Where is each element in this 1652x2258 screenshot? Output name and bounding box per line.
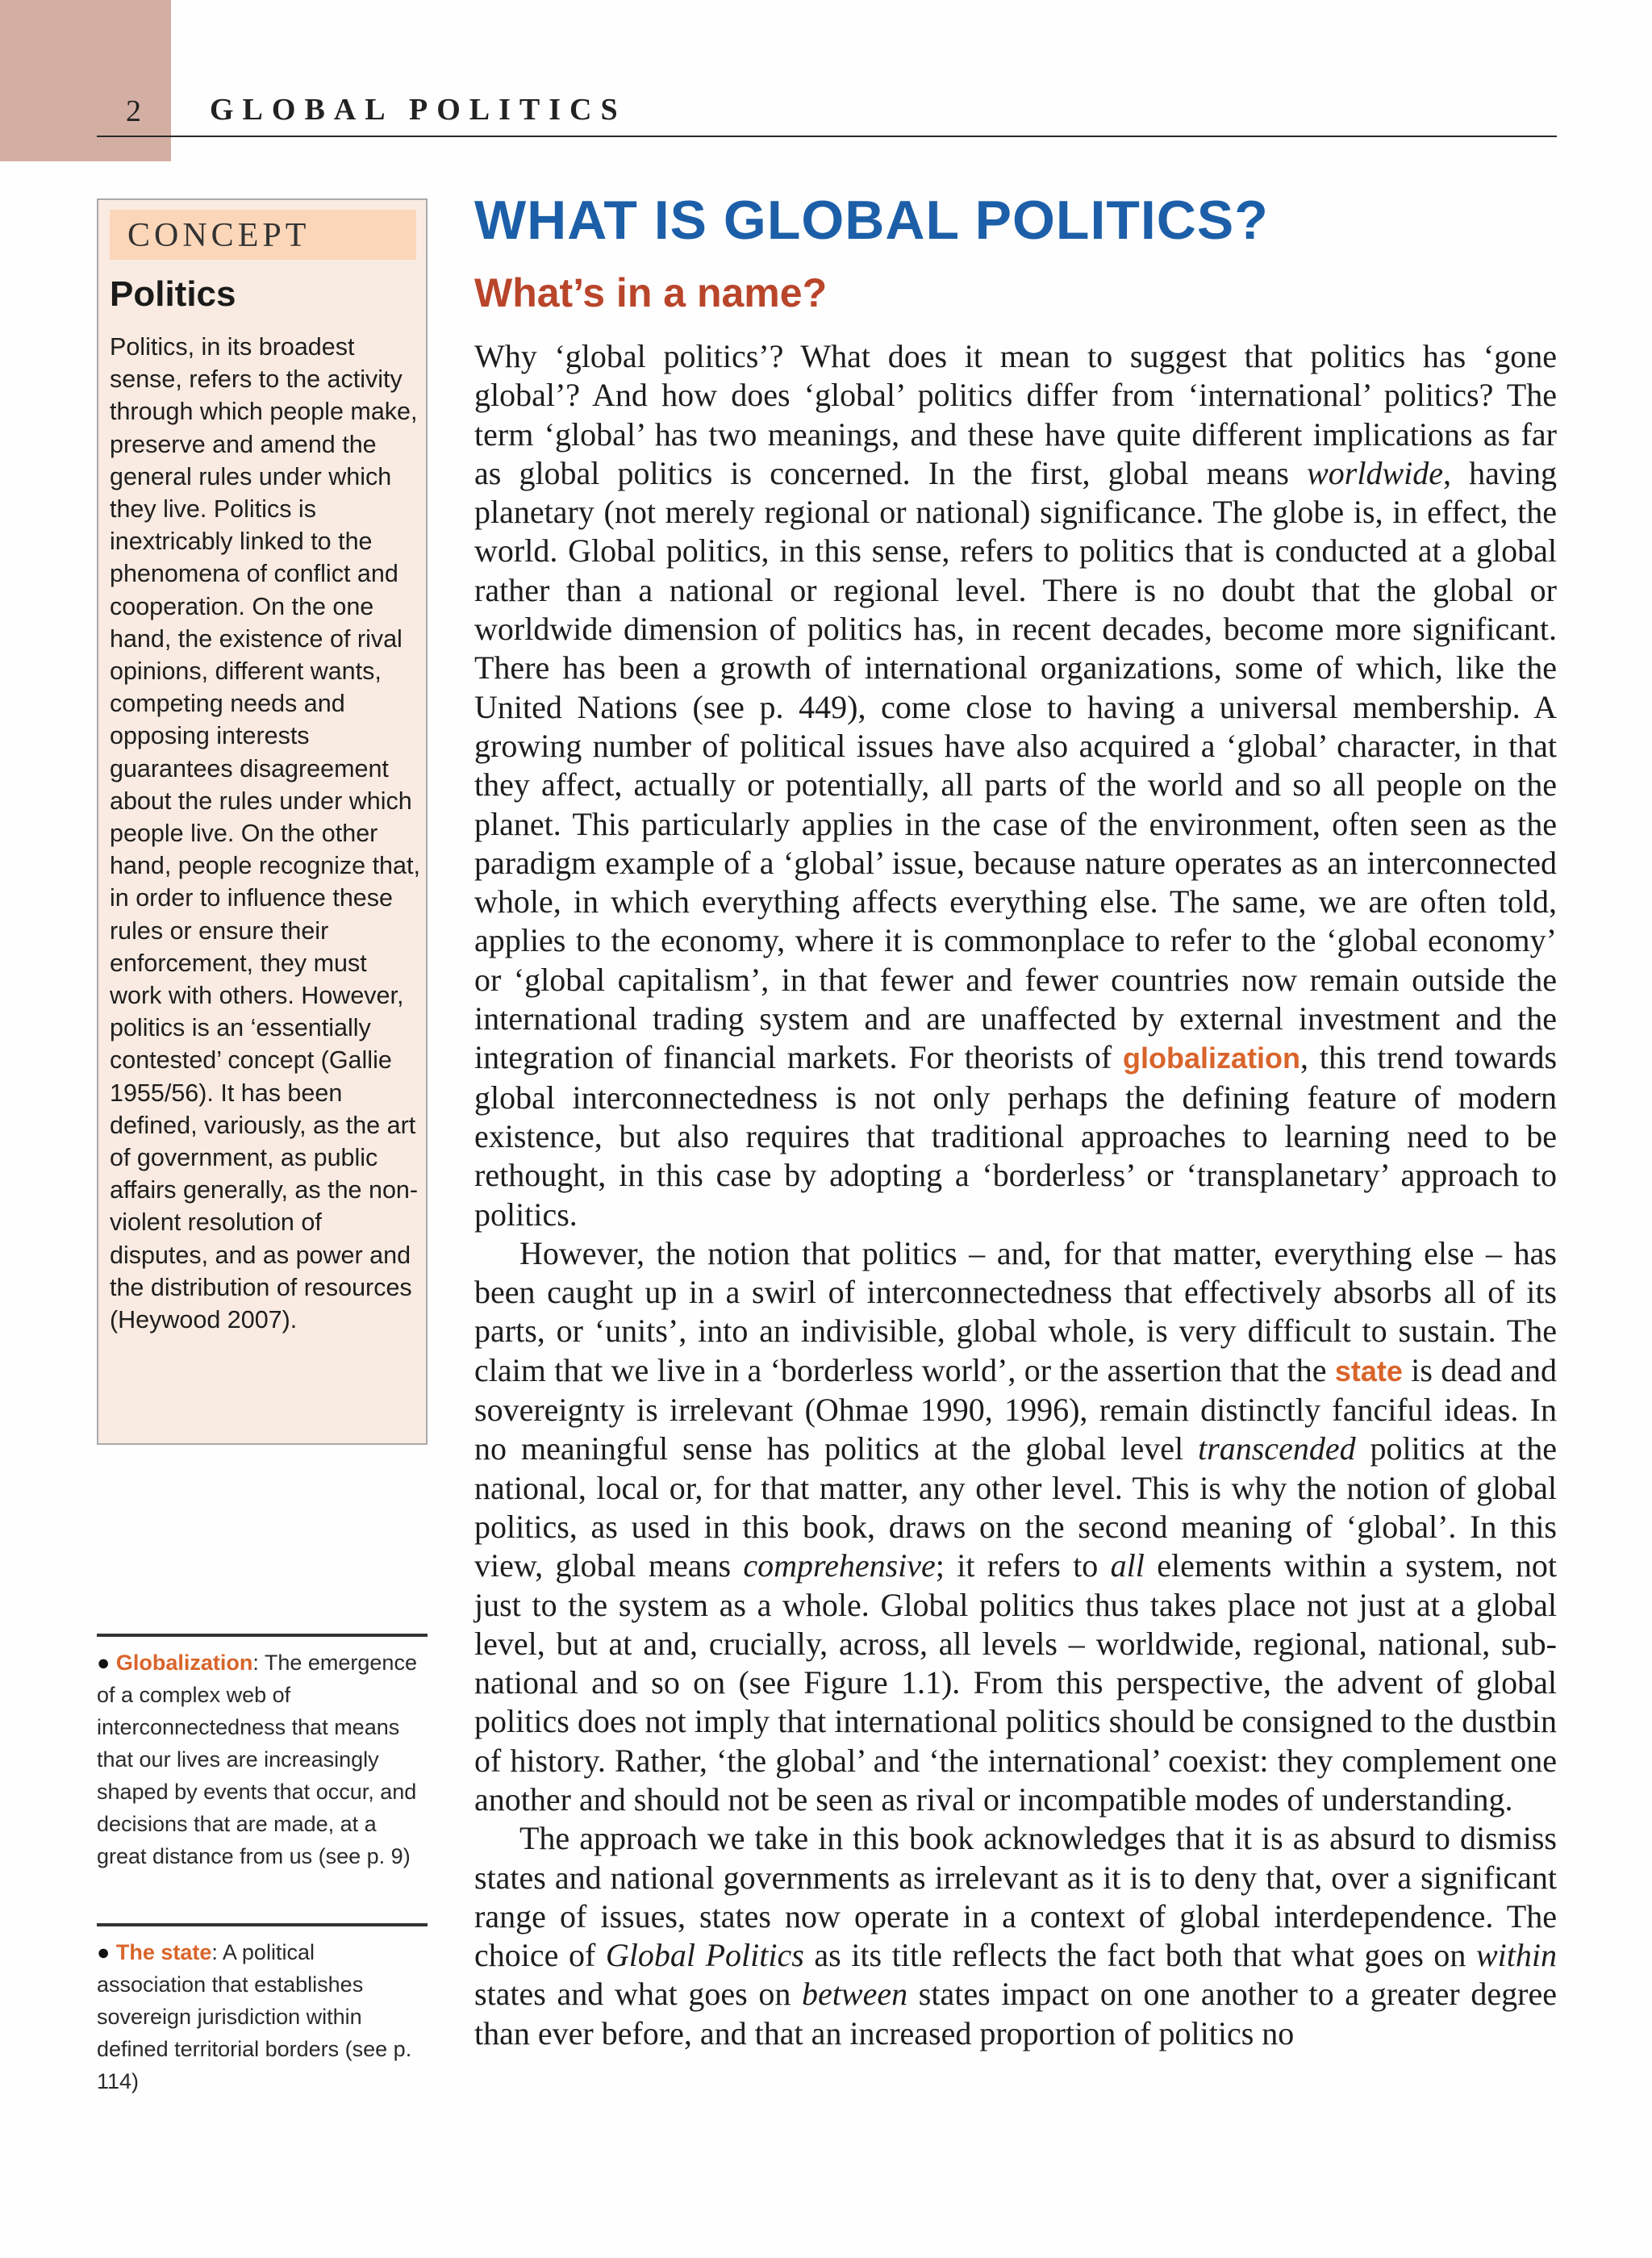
paragraph-1: Why ‘global politics’? What does it mean to suggest that politics has ‘gone global’? And how does ‘global’ politics differ from ‘international’ politics? The term ‘global’ has two meanings, and these have quite different implications as far as global politics is concerned. In the first, global means worldwide, having planetary (not merely regional or national) significance. The globe is, in effect, the world. Global politics, in this sense, refers to politics that is conducted at a global rather than a national or regional level. There is no doubt that the global or worldwide dimension of politics has, in recent decades, become more significant. There has been a growth of international organizations, some of which, like the United Nations (see p. 449), come close to having a universal membership. A growing number of political issues have also acquired a ‘global’ character, in that they affect, actually or potentially, all parts of the world and so all people on the planet. This particularly applies in the case of the environment, often seen as the paradigm example of a ‘global’ issue, because nature operates as an interconnected whole, in which everything affects everything else. The same, we are often told, applies to the economy, where it is commonplace to refer to the ‘global economy’ or ‘global capitalism’, in that fewer and fewer countries now remain outside the international trading system and are unaffected by external investment and the integration of financial markets. For theorists of globalization, this trend towards global interconnectedness is not only perhaps the defining feature of modern existence, but also requires that traditional approaches to learning need to be rethought, in this case by adopting a ‘borderless’ or ‘transplanetary’ approach to politics.: [474, 338, 1558, 1233]
emphasis: all: [1110, 1547, 1145, 1584]
section-heading: WHAT IS GLOBAL POLITICS?: [474, 190, 1269, 251]
emphasis: worldwide: [1307, 454, 1443, 491]
paragraph-2: However, the notion that politics – and, for that matter, everything else – has been caught up in a swirl of interconnectedness that effectively absorbs all of its parts, or ‘units’, into an indivisible, global whole, is very difficult to sustain. The claim that we live in a ‘borderless world’, or the assertion that the state is dead and sovereignty is irrelevant (Ohmae 1990, 1996), remain distinctly fanciful ideas. In no meaningful sense has politics at the global level transcended politics at the national, local or, for that matter, any other level. This is why the notion of global politics, as used in this book, draws on the second meaning of ‘global’. In this view, global means comprehensive; it refers to all elements within a system, not just to the system as a whole. Global politics thus takes place not just at a global level, but at and, crucially, across, all levels – worldwide, regional, national, sub-national and so on (see Figure 1.1). From this perspective, the advent of global politics does not imply that international politics should be consigned to the dustbin of history. Rather, ‘the global’ and ‘the international’ coexist: they complement one another and should not be seen as rival or incompatible modes of understanding.: [474, 1234, 1557, 1818]
concept-box: [97, 198, 428, 1445]
main-text: [474, 337, 1557, 2053]
subsection-heading: What’s in a name?: [474, 270, 828, 315]
glossary-term: Globalization: [115, 1651, 253, 1675]
concept-term: Politics: [110, 274, 236, 314]
glossary-entry-globalization: [97, 1634, 428, 1872]
running-head: [97, 87, 1557, 137]
page-corner-tab: [0, 0, 171, 161]
emphasis: Global Politics: [605, 1937, 804, 1974]
key-term-state: state: [1334, 1354, 1403, 1388]
emphasis: between: [802, 1976, 908, 2013]
paragraph-3: The approach we take in this book acknowledges that it is as absurd to dismiss states and national governments as irrelevant as it is to deny that, over a significant range of issues, states now operate in a context of global interdependence. The choice of Global Politics as its title reflects the fact both that what goes on within states and what goes on between states impact on one another to a greater degree than ever before, and that an increased proportion of politics no: [474, 1820, 1558, 2051]
emphasis: transcended: [1198, 1430, 1356, 1467]
glossary-term: The state: [115, 1940, 212, 1964]
bullet-icon: ●: [97, 1940, 111, 1964]
concept-body: Politics, in its broadest sense, refers to the activity through which people make, preserve and amend the general rules under which they live. Politics is inextricably linked to the phenomena of conflict and cooperation. On the one hand, the existence of rival opinions, different wants, competing needs and opposing interests guarantees disagreement about the rules under which people live. On the other hand, people recognize that, in order to influence these rules or ensure their enforcement, they must work with others. However, politics is an ‘essentially contested’ concept (Gallie 1955/56). It has been defined, variously, as the art of government, as public affairs generally, as the non-violent resolution of disputes, and as power and the distribution of resources (Heywood 2007).: [110, 333, 420, 1334]
glossary-definition: : A political association that establishes sovereign jurisdiction within defined territorial borders (see p. 114): [97, 1940, 412, 2093]
glossary-definition: : The emergence of a complex web of interconnectedness that means that our lives are increasingly shaped by events that occur, and decisions that are made, at a great distance from us (see p. 9): [97, 1651, 417, 1868]
concept-label: CONCEPT: [110, 210, 416, 260]
emphasis: within: [1475, 1937, 1557, 1974]
glossary-entry-state: [97, 1923, 428, 2097]
bullet-icon: ●: [97, 1651, 111, 1675]
key-term-globalization: globalization: [1123, 1041, 1301, 1075]
page-number: 2: [126, 94, 141, 128]
emphasis: comprehensive: [743, 1547, 936, 1584]
running-title: GLOBAL POLITICS: [210, 93, 627, 127]
